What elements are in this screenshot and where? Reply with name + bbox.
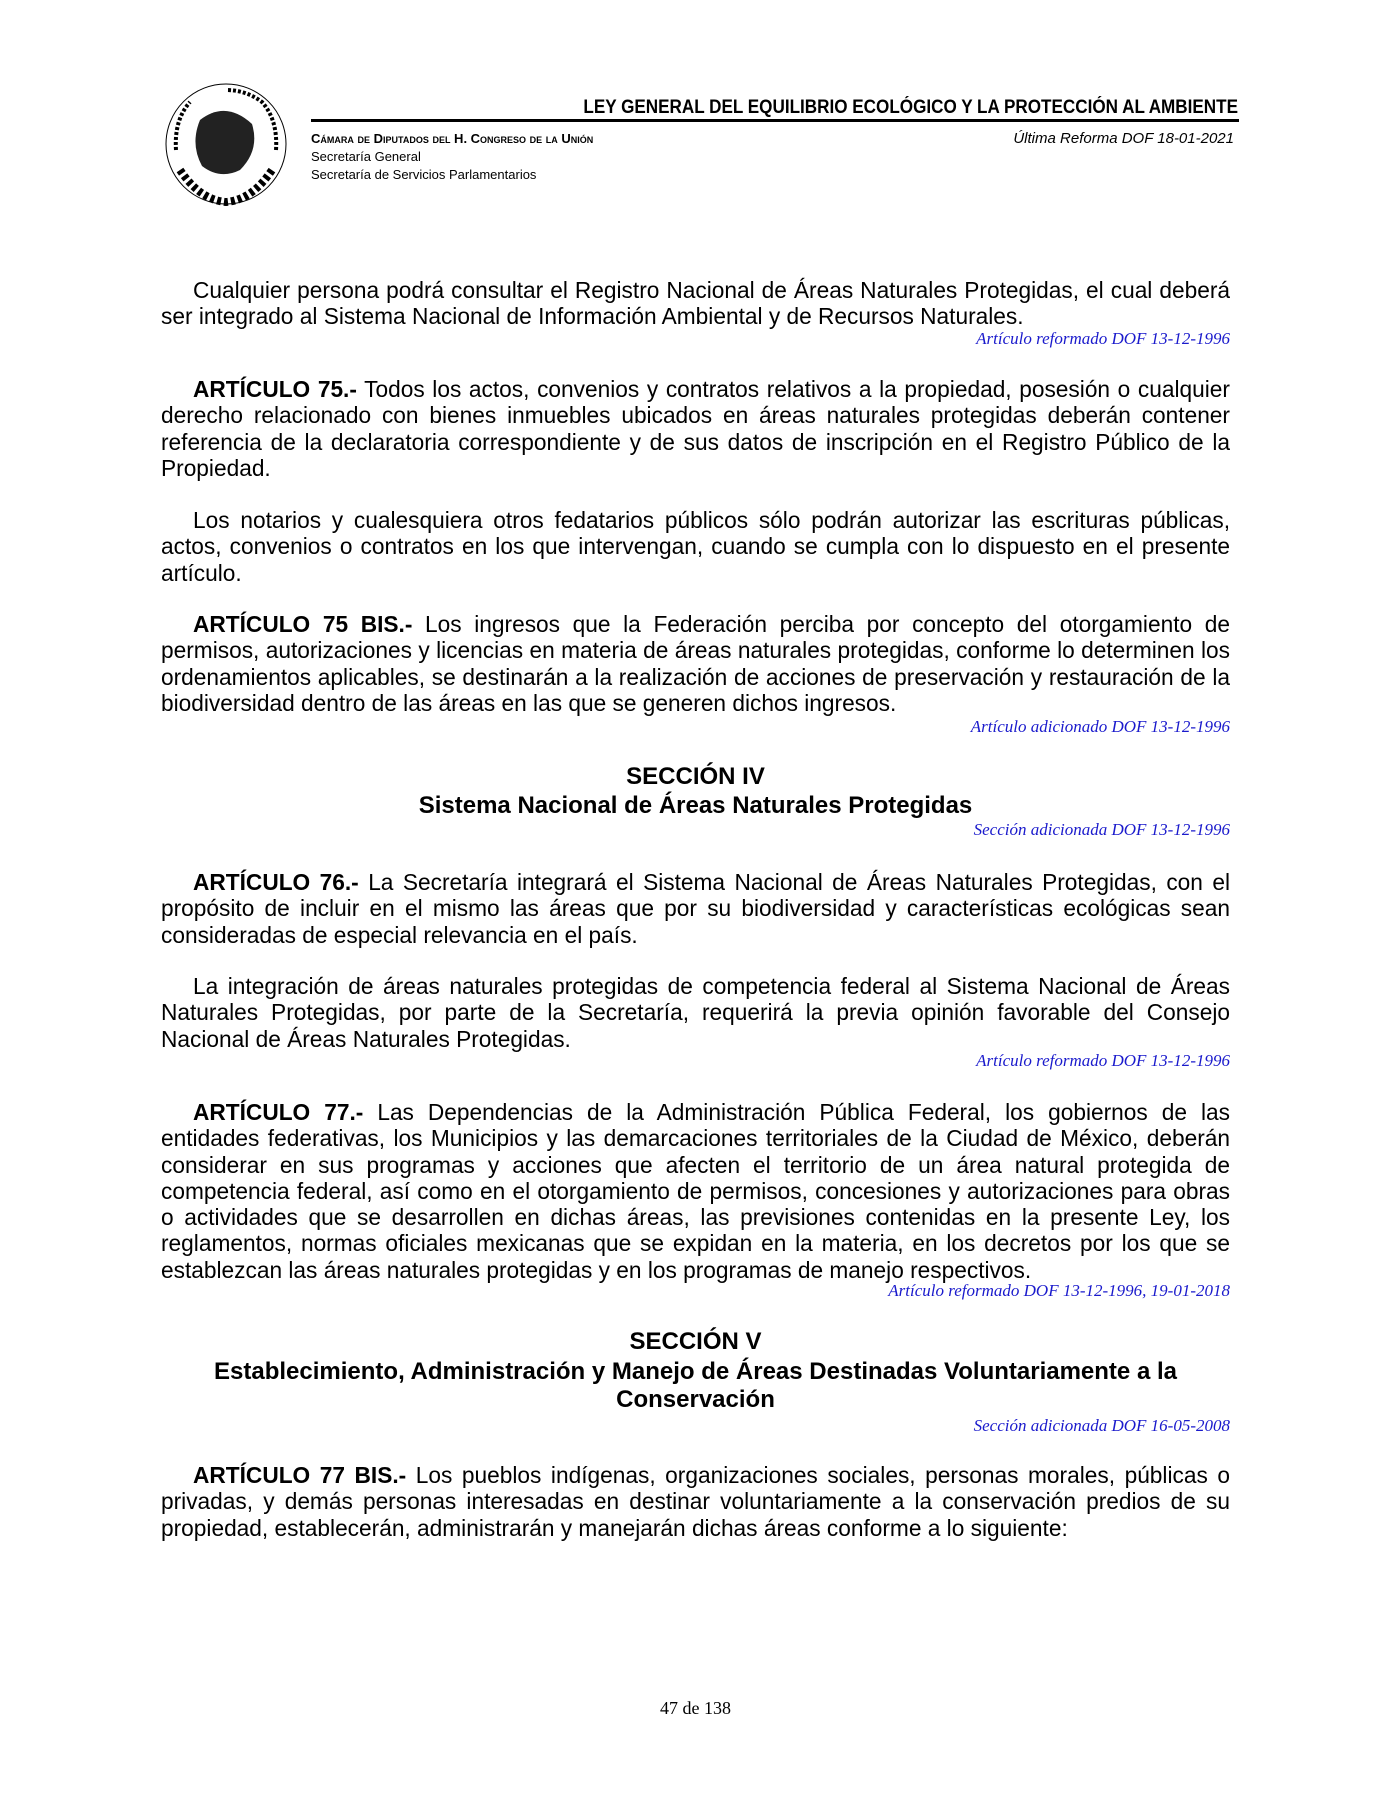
reform-note: Sección adicionada DOF 16-05-2008 (973, 1416, 1230, 1435)
paragraph (161, 507, 1230, 586)
header-rule (311, 119, 1239, 122)
article-label: ARTÍCULO 77.- (193, 1099, 364, 1125)
article-77 (161, 1099, 1230, 1283)
article-text: Las Dependencias de la Administración Pública Federal, los gobiernos de las entidades federativas, los Municipios y las demarcaciones territoriales de la Ciudad de México, deberán considerar en sus programas y acciones que afecten el territorio de un área natural protegida de competencia federal, así como en el otorgamiento de permisos, concesiones y autorizaciones para obras o actividades que se desarrollen en dichas áreas, las previsiones contenidas en la presente Ley, los reglamentos, normas oficiales mexicanas que se expidan en la materia, en los decretos por los que se establezcan las áreas naturales protegidas y en los programas de manejo respectivos. (161, 1099, 1230, 1283)
page-number: 47 de 138 (660, 1698, 731, 1718)
section-heading: SECCIÓN IV (626, 763, 765, 790)
paragraph-text: Los notarios y cualesquiera otros fedatarios públicos sólo podrán autorizar las escrituras públicas, actos, convenios o contratos en los que intervengan, cuando se cumpla con lo dispuesto en el presente artículo. (161, 507, 1230, 586)
article-75-bis (161, 611, 1230, 716)
paragraph (161, 277, 1230, 330)
mexican-seal-logo (160, 80, 292, 208)
article-text: Los pueblos indígenas, organizaciones sociales, personas morales, públicas o privadas, y demás personas interesadas en destinar voluntariamente a la conservación predios de su propiedad, establecerán, administrarán y manejarán dichas áreas conforme a lo siguiente: (161, 1462, 1230, 1541)
article-label: ARTÍCULO 77 BIS.- (193, 1462, 407, 1488)
section-title: Establecimiento, Administración y Manejo de Áreas Destinadas Voluntariamente a la Conservación (214, 1358, 1177, 1413)
paragraph (161, 973, 1230, 1052)
article-text: Todos los actos, convenios y contratos relativos a la propiedad, posesión o cualquier derecho relacionado con bienes inmuebles ubicados en áreas naturales protegidas deberán contener referencia de la declaratoria correspondiente y de sus datos de inscripción en el Registro Público de la Propiedad. (161, 376, 1230, 481)
law-title: LEY GENERAL DEL EQUILIBRIO ECOLÓGICO Y LA PROTECCIÓN AL AMBIENTE (583, 97, 1238, 118)
article-label: ARTÍCULO 75.- (193, 376, 357, 402)
reform-note: Artículo reformado DOF 13-12-1996 (976, 329, 1230, 348)
section-title: Sistema Nacional de Áreas Naturales Protegidas (418, 792, 973, 819)
article-76 (161, 869, 1230, 948)
chamber-name: Cámara de Diputados del H. Congreso de la Unión (311, 131, 594, 146)
last-reform: Última Reforma DOF 18-01-2021 (1013, 130, 1234, 147)
article-75 (161, 376, 1230, 481)
reform-note: Artículo reformado DOF 13-12-1996 (976, 1051, 1230, 1070)
reform-note: Artículo reformado DOF 13-12-1996, 19-01-2018 (888, 1281, 1230, 1300)
reform-note: Artículo adicionado DOF 13-12-1996 (970, 717, 1230, 736)
article-77-bis (161, 1462, 1230, 1541)
secretaria-general: Secretaría General (311, 149, 421, 164)
paragraph-text: Cualquier persona podrá consultar el Registro Nacional de Áreas Naturales Protegidas, el cual deberá ser integrado al Sistema Nacional de Información Ambiental y de Recursos Naturales. (161, 277, 1230, 330)
reform-note: Sección adicionada DOF 13-12-1996 (973, 820, 1230, 839)
article-label: ARTÍCULO 75 BIS.- (193, 611, 413, 637)
secretaria-servicios: Secretaría de Servicios Parlamentarios (311, 167, 537, 182)
article-text: Los ingresos que la Federación perciba por concepto del otorgamiento de permisos, autorizaciones y licencias en materia de áreas naturales protegidas, conforme lo determinen los ordenamientos aplicables, se destinarán a la realización de acciones de preservación y restauración de la biodiversidad dentro de las áreas en las que se generen dichos ingresos. (161, 611, 1230, 716)
section-heading: SECCIÓN V (629, 1328, 762, 1355)
article-label: ARTÍCULO 76.- (193, 869, 359, 895)
paragraph-text: La integración de áreas naturales protegidas de competencia federal al Sistema Nacional de Áreas Naturales Protegidas, por parte de la Secretaría, requerirá la previa opinión favorable del Consejo Nacional de Áreas Naturales Protegidas. (161, 973, 1230, 1052)
article-text: La Secretaría integrará el Sistema Nacional de Áreas Naturales Protegidas, con el propósito de incluir en el mismo las áreas que por su biodiversidad y características ecológicas sean consideradas de especial relevancia en el país. (161, 869, 1231, 948)
